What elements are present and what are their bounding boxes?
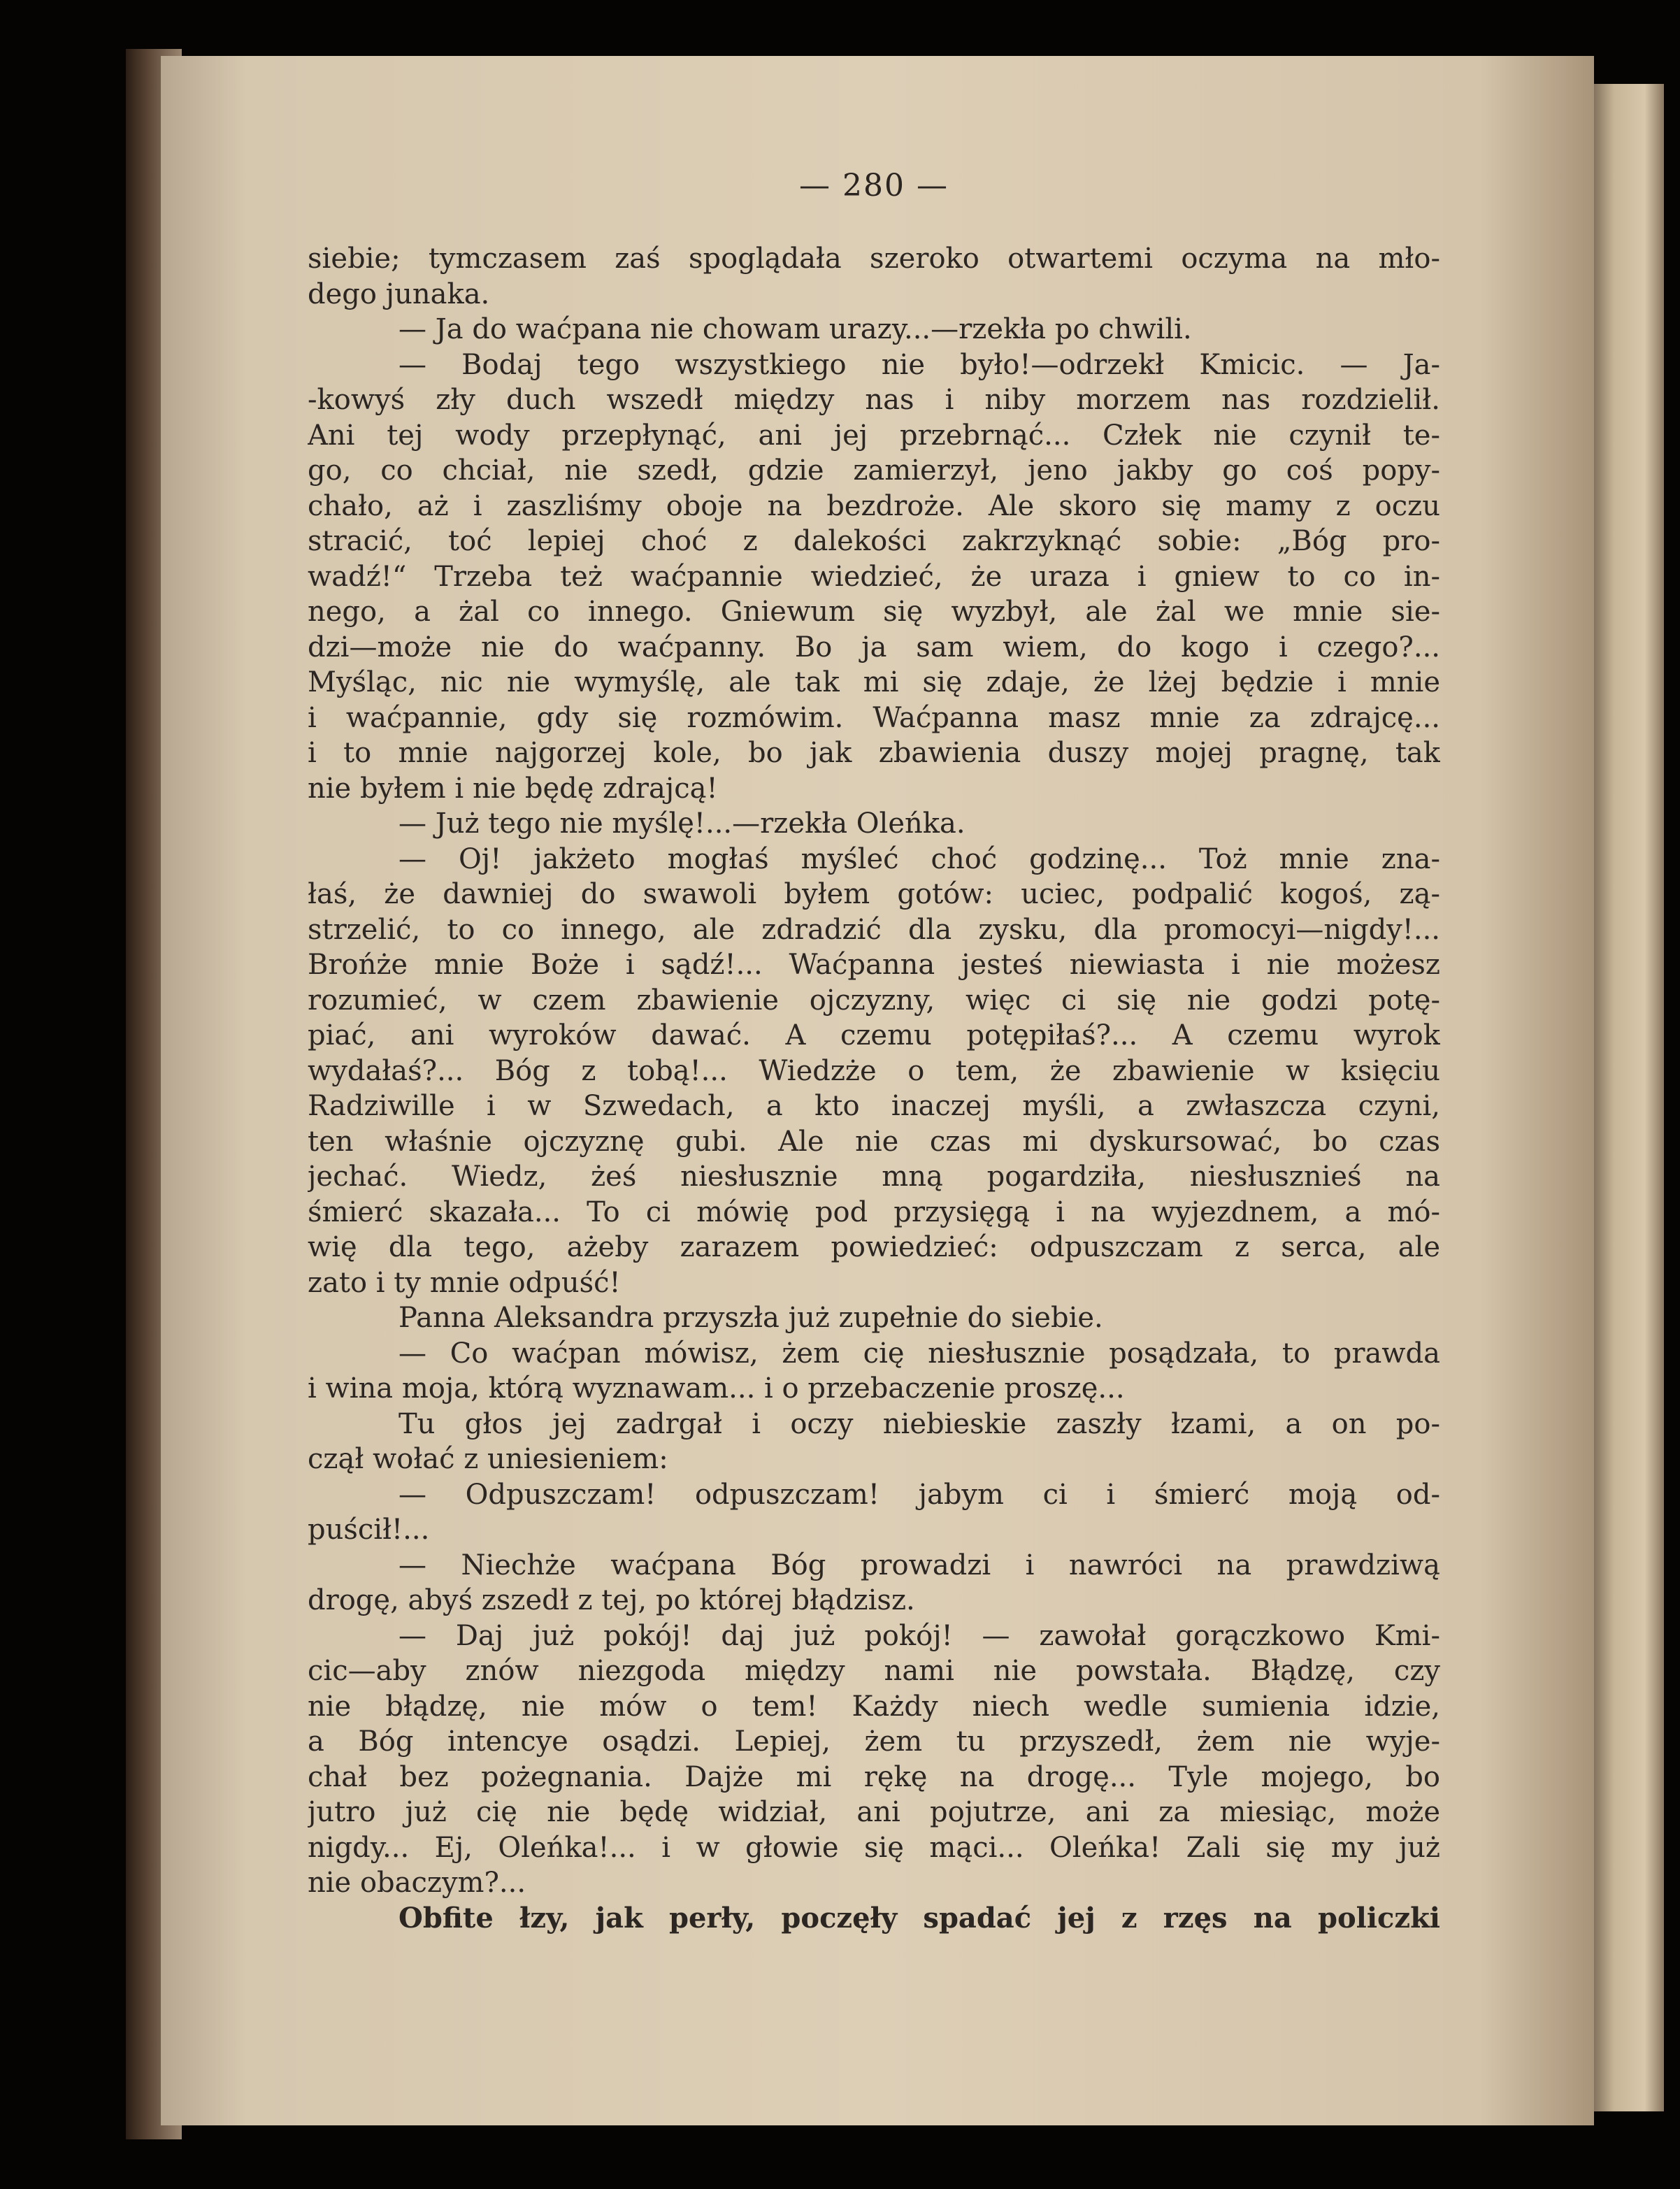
text-line: i waćpannie, gdy się rozmówim. Waćpanna masz mnie za zdrajcę... (308, 701, 1440, 734)
text-line: — Już tego nie myślę!...—rzekła Oleńka. (399, 808, 965, 840)
text-line: nie obaczym?... (308, 1867, 526, 1899)
text-line: nego, a żal co innego. Gniewum się wyzbył, ale żal we mnie sie- (308, 596, 1440, 628)
text-line: Radziwille i w Szwedach, a kto inaczej myśli, a zwłaszcza czyni, (308, 1090, 1440, 1122)
text-line: — Odpuszczam! odpuszczam! jabym ci i śmierć moją od- (399, 1478, 1440, 1511)
text-line: — Niechże waćpana Bóg prowadzi i nawróci na prawdziwą (399, 1549, 1440, 1581)
text-line: Obfite łzy, jak perły, poczęły spadać jej z rzęs na policzki (399, 1901, 1440, 1935)
text-line: rozumieć, w czem zbawienie ojczyzny, więc ci się nie godzi potę- (308, 984, 1440, 1017)
text-line: Brońże mnie Boże i sądź!... Waćpanna jesteś niewiasta i nie możesz (308, 949, 1440, 981)
text-line: cic—aby znów niezgoda między nami nie powstała. Błądzę, czy (308, 1655, 1440, 1687)
text-line: Tu głos jej zadrgał i oczy niebieskie zaszły łzami, a on po- (399, 1407, 1440, 1440)
text-line: nie błądzę, nie mów o tem! Każdy niech wedle sumienia idzie, (308, 1690, 1440, 1723)
text-line: chał bez pożegnania. Dajże mi rękę na drogę... Tyle mojego, bo (308, 1760, 1440, 1793)
text-line: chało, aż i zaszliśmy oboje na bezdroże. Ale skoro się mamy z oczu (308, 489, 1440, 522)
text-line: zato i ty mnie odpuść! (308, 1266, 621, 1299)
text-line: — Daj już pokój! daj już pokój! — zawołał gorączkowo Kmi- (399, 1619, 1440, 1652)
text-line: wydałaś?... Bóg z tobą!... Wiedzże o tem, że zbawienie w księciu (308, 1054, 1440, 1087)
text-line: go, co chciał, nie szedł, gdzie zamierzył, jeno jakby go coś popy- (308, 454, 1440, 487)
text-line: — Ja do waćpana nie chowam urazy...—rzekła po chwili. (399, 313, 1192, 345)
text-line: drogę, abyś zszedł z tej, po której błądzisz. (308, 1584, 915, 1616)
text-line: strzelić, to co innego, ale zdradzić dla zysku, dla promocyi—nigdy!... (308, 913, 1440, 946)
page-number: — 280 — (799, 168, 949, 203)
text-line: śmierć skazała... To ci mówię pod przysięgą i na wyjezdnem, a mó- (308, 1196, 1440, 1228)
text-line: i to mnie najgorzej kole, bo jak zbawienia duszy mojej pragnę, tak (308, 737, 1440, 769)
text-line: — Co waćpan mówisz, żem cię niesłusznie posądzała, to prawda (399, 1337, 1440, 1370)
text-line: stracić, toć lepiej choć z dalekości zakrzyknąć sobie: „Bóg pro- (308, 525, 1440, 557)
text-line: wię dla tego, ażeby zarazem powiedzieć: odpuszczam z serca, ale (308, 1231, 1440, 1263)
page-stack-edge (1587, 84, 1664, 2111)
text-line: -kowyś zły duch wszedł między nas i niby morzem nas rozdzielił. (308, 384, 1440, 416)
text-line: jutro już cię nie będę widział, ani pojutrze, ani za miesiąc, może (308, 1796, 1440, 1828)
text-line: jechać. Wiedz, żeś niesłusznie mną pogardziła, niesłuszniеś na (308, 1161, 1440, 1193)
text-line: Panna Aleksandra przyszła już zupełnie do siebie. (399, 1302, 1103, 1334)
text-line: czął wołać z uniesieniem: (308, 1443, 668, 1475)
text-line: wadź!“ Trzeba też waćpannie wiedzieć, że uraza i gniew to co in- (308, 560, 1440, 593)
text-line: dego junaka. (308, 278, 490, 310)
text-line: łaś, że dawniej do swawoli byłem gotów: uciec, podpalić kogoś, zą- (308, 878, 1440, 910)
text-line: dzi—może nie do waćpanny. Bo ja sam wiem, do kogo i czego?... (308, 631, 1440, 663)
text-line: — Oj! jakżeto mogłaś myśleć choć godzinę... Toż mnie zna- (399, 842, 1440, 875)
text-line: Ani tej wody przepłynąć, ani jej przebrnąć... Człek nie czynił te- (308, 419, 1440, 452)
text-line: siebie; tymczasem zaś spoglądała szeroko otwartemi oczyma na mło- (308, 243, 1440, 275)
text-line: piać, ani wyroków dawać. A czemu potępiłaś?... A czemu wyrok (308, 1019, 1440, 1052)
text-line: a Bóg intencye osądzi. Lepiej, żem tu przyszedł, żem nie wyje- (308, 1725, 1440, 1758)
text-line: nigdy... Ej, Oleńka!... i w głowie się mąci... Oleńka! Zali się my już (308, 1831, 1440, 1864)
text-line: nie byłem i nie będę zdrajcą! (308, 772, 718, 805)
text-line: — Bodaj tego wszystkiego nie było!—odrzekł Kmicic. — Ja- (399, 348, 1440, 381)
text-line: puścił!... (308, 1514, 430, 1546)
text-line: i wina moja, którą wyznawam... i o przebaczenie proszę... (308, 1372, 1125, 1405)
page-text (308, 241, 1440, 1936)
text-line: Myśląc, nic nie wymyślę, ale tak mi się zdaje, że lżej będzie i mnie (308, 666, 1440, 698)
text-line: ten właśnie ojczyznę gubi. Ale nie czas mi dyskursować, bo czas (308, 1125, 1440, 1158)
